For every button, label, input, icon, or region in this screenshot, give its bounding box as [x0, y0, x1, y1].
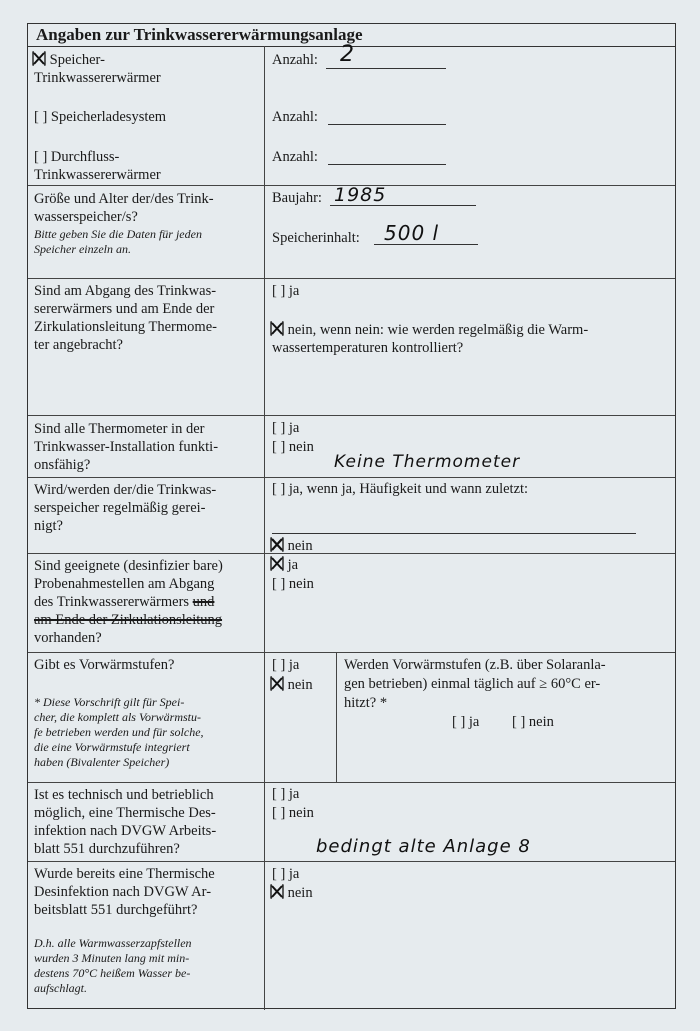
desinfektion-moeglich-question: Ist es technisch und betrieblich möglich, eine Thermische Des- infektion nach DVGW Arbeits- blatt 551 durchzuführen? [34, 787, 217, 857]
groesse-note: Bitte geben Sie die Daten für jeden Speicher einzeln an. [34, 227, 202, 256]
option-nein: nein [272, 884, 313, 902]
row-divider [28, 477, 675, 478]
checkbox[interactable]: [ ] [34, 109, 48, 125]
vorwaerm-subquestion: Werden Vorwärmstufen (z.B. über Solaranla- gen betrieben) einmal täglich auf ≥ 60°C er- hitzt? * [344, 657, 606, 711]
anzahl-line [328, 124, 446, 125]
row-divider [28, 652, 675, 653]
option-ja: ja [272, 556, 298, 574]
vorwaerm-question: Gibt es Vorwärmstufen? [34, 657, 175, 673]
anzahl-line [326, 68, 446, 69]
speicherinhalt-value[interactable]: 500 l [384, 221, 440, 245]
speicher-anzahl-label: Anzahl: [272, 52, 318, 68]
thermometer-funktion-question: Sind alle Thermometer in der Trinkwasser-Installation funkti- onsfähig? [34, 421, 219, 473]
answer-line [272, 533, 636, 534]
form-table [27, 23, 676, 1009]
baujahr-value[interactable]: 1985 [334, 184, 387, 206]
groesse-question: Größe und Alter der/des Trink- wasserspeicher/s? [34, 191, 214, 225]
handwritten-note: bedingt alte Anlage 8 [316, 836, 531, 857]
sub-option-ja[interactable]: [ ] ja [452, 714, 480, 730]
checked-box-icon[interactable] [272, 538, 284, 551]
option-nein: nein [272, 537, 313, 555]
option-ja[interactable]: [ ] ja [272, 283, 300, 299]
reinigung-question: Wird/werden der/die Trinkwas- serspeicher regelmäßig gerei- nigt? [34, 482, 217, 534]
row-divider [28, 278, 675, 279]
ladesystem-label: [ ] Speicherladesystem [34, 109, 167, 125]
speicher-anzahl-value[interactable]: 2 [340, 42, 355, 67]
option-nein[interactable]: [ ] nein [272, 805, 314, 821]
option-nein[interactable]: [ ] nein [272, 576, 314, 592]
option-ja[interactable]: [ ] ja [272, 866, 300, 882]
checked-box-icon[interactable] [34, 52, 46, 65]
row-divider [28, 553, 675, 554]
form-title: Angaben zur Trinkwassererwärmungsanlage [28, 24, 675, 47]
probenahme-question: Sind geeignete (desinfizier bare) Probenahmestellen am Abgang des Trinkwassererwärmers und am Ende der Zirkulationsleitung vorhanden? [34, 558, 223, 646]
checkbox[interactable]: [ ] [34, 149, 48, 165]
option-ja[interactable]: [ ] ja, wenn ja, Häufigkeit und wann zuletzt: [272, 481, 529, 497]
column-divider [264, 46, 265, 1010]
handwritten-note: Keine Thermometer [334, 452, 521, 472]
checked-box-icon[interactable] [272, 677, 284, 690]
durchfluss-label: [ ] Durchfluss- Trinkwassererwärmer [34, 149, 161, 183]
option-ja[interactable]: [ ] ja [272, 657, 300, 673]
vorwaerm-note: * Diese Vorschrift gilt für Spei- cher, die komplett als Vorwärmstu- fe betrieben werden und für solche, die eine Vorwärmstufe integriert haben (Bivalenter Speicher) [34, 695, 204, 769]
option-ja[interactable]: [ ] ja [272, 786, 300, 802]
desinfektion-durchgefuehrt-question: Wurde bereits eine Thermische Desinfektion nach DVGW Ar- beitsblatt 551 durchgeführt? [34, 866, 215, 918]
anzahl-line [328, 164, 446, 165]
row-divider [28, 861, 675, 862]
column-divider [336, 652, 337, 782]
option-ja[interactable]: [ ] ja [272, 420, 300, 436]
checked-box-icon[interactable] [272, 885, 284, 898]
sub-option-nein[interactable]: [ ] nein [512, 714, 554, 730]
speicherinhalt-label: Speicherinhalt: [272, 230, 360, 246]
option-nein: nein [272, 676, 313, 694]
checked-box-icon[interactable] [272, 322, 284, 335]
row-divider [28, 415, 675, 416]
option-nein: nein, wenn nein: wie werden regelmäßig die Warm- wassertemperaturen kontrolliert? [272, 322, 589, 356]
checked-box-icon[interactable] [272, 557, 284, 570]
thermometer-abgang-question: Sind am Abgang des Trinkwas- sererwärmers und am Ende der Zirkulationsleitung Thermome- ter angebracht? [34, 283, 217, 353]
speicher-label: Speicher- Trinkwassererwärmer [34, 52, 161, 86]
durchfluss-anzahl-label: Anzahl: [272, 149, 318, 165]
option-nein[interactable]: [ ] nein [272, 439, 314, 455]
baujahr-label: Baujahr: [272, 190, 322, 206]
desinfektion-note: D.h. alle Warmwasserzapfstellen wurden 3 Minuten lang mit min- destens 70°C heißem Wasser be- aufschlagt. [34, 936, 192, 995]
ladesystem-anzahl-label: Anzahl: [272, 109, 318, 125]
row-divider [28, 782, 675, 783]
